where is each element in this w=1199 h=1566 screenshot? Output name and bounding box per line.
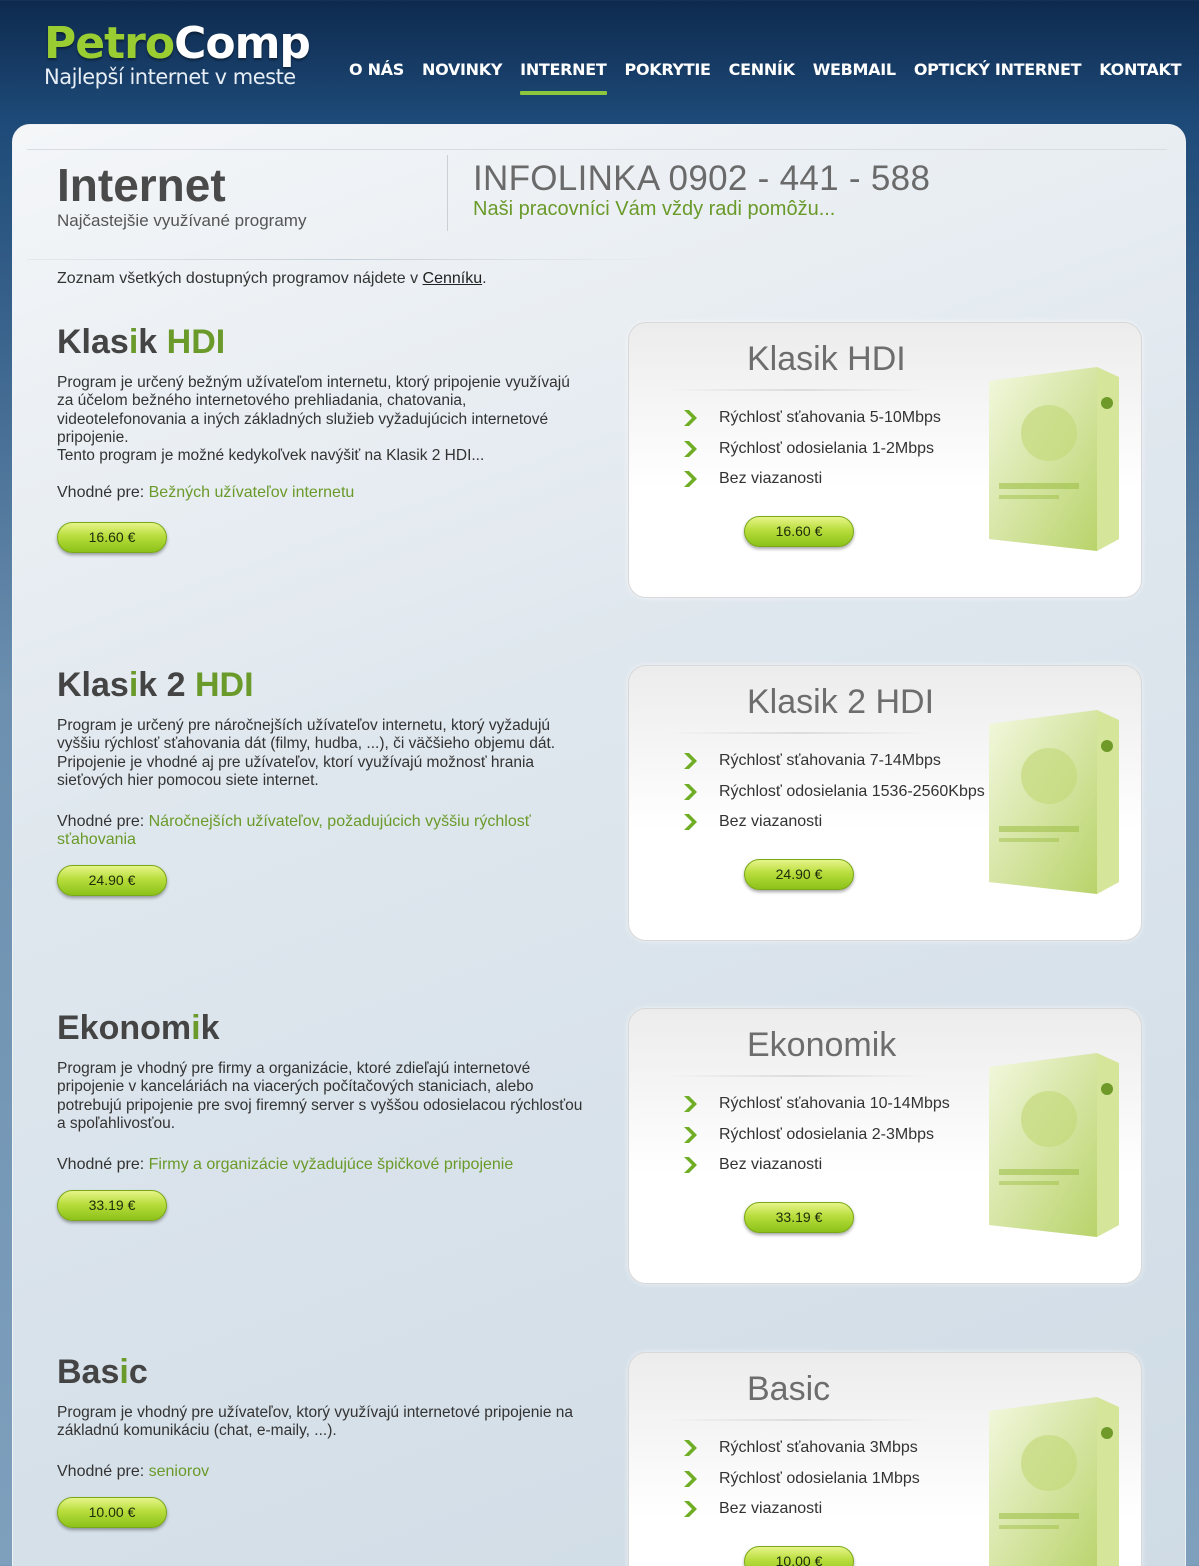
description-paragraph: Tento program je možné kedykoľvek navýšiť na Klasik 2 HDI...	[57, 447, 485, 465]
title-part: Klas	[57, 323, 129, 361]
divider	[27, 259, 667, 260]
program-card	[628, 1352, 1142, 1566]
suitable-label: Vhodné pre:	[57, 813, 149, 830]
program-ekonomik	[13, 1008, 1187, 1308]
program-card	[628, 1008, 1142, 1284]
feature-item	[681, 1120, 950, 1151]
feature-text: Bez viazanosti	[719, 470, 823, 488]
chevron-right-icon	[681, 1498, 699, 1520]
title-part: HDI	[195, 666, 254, 704]
software-box-image	[979, 363, 1129, 553]
program-suitable-for	[57, 813, 577, 850]
infoline-phone: INFOLINKA 0902 - 441 - 588	[473, 159, 931, 198]
chevron-right-icon	[681, 1437, 699, 1459]
program-suitable-for	[57, 1463, 577, 1481]
title-part: k	[138, 323, 167, 361]
title-part: Bas	[57, 1353, 120, 1391]
feature-text: Rýchlosť sťahovania 5-10Mbps	[719, 409, 941, 427]
site-header	[0, 0, 1199, 124]
infoline-note: Naši pracovníci Vám vždy radi pomôžu...	[473, 198, 836, 220]
card-title: Ekonomik	[747, 1026, 897, 1064]
feature-text: Bez viazanosti	[719, 813, 823, 831]
chevron-right-icon	[681, 1154, 699, 1176]
title-part: i	[128, 323, 139, 361]
suitable-label: Vhodné pre:	[57, 1463, 149, 1480]
feature-list	[681, 746, 985, 838]
suitable-value: seniorov	[148, 1463, 210, 1480]
chevron-right-icon	[681, 1124, 699, 1146]
program-klasik-2-hdi	[13, 665, 1187, 965]
logo-wordmark	[44, 20, 310, 68]
feature-text: Rýchlosť sťahovania 10-14Mbps	[719, 1095, 950, 1113]
content-panel	[12, 124, 1186, 1566]
feature-text: Rýchlosť odosielania 1Mbps	[719, 1469, 920, 1487]
logo-tagline: Najlepší internet v meste	[44, 65, 296, 89]
card-price-button[interactable]: 10.00 €	[744, 1546, 854, 1566]
price-button[interactable]: 16.60 €	[57, 522, 167, 553]
divider	[669, 1419, 929, 1421]
feature-item	[681, 1433, 920, 1464]
nav-item-kontakt[interactable]: KONTAKT	[1099, 60, 1182, 79]
suitable-value: Firmy a organizácie vyžadujúce špičkové pripojenie	[148, 1156, 514, 1173]
intro-text	[57, 270, 487, 288]
chevron-right-icon	[681, 1468, 699, 1490]
feature-item	[681, 807, 985, 838]
feature-list	[681, 403, 941, 495]
software-box-image	[979, 1049, 1129, 1239]
nav-item-cennik[interactable]: CENNÍK	[728, 60, 795, 79]
program-description	[57, 1060, 587, 1133]
card-price-button[interactable]: 24.90 €	[744, 859, 854, 890]
nav-item-o-nas[interactable]: O NÁS	[349, 60, 404, 79]
suitable-label: Vhodné pre:	[57, 1156, 149, 1173]
divider	[669, 1075, 929, 1077]
description-paragraph: Program je určený pre náročnejších užívateľov internetu, ktorý vyžadujú vyššiu rýchlosť sťahovania dát (filmy, hudba, ...), či väčšieho objemu dát. Pripojenie je vhodné aj pre užívateľov, ktorí využívajú možnosť hrania sieťových hier pomocou siete internet.	[57, 717, 556, 789]
program-title	[57, 665, 254, 705]
feature-text: Rýchlosť odosielania 1-2Mbps	[719, 439, 934, 457]
feature-item	[681, 1089, 950, 1120]
nav-item-novinky[interactable]: NOVINKY	[421, 60, 503, 79]
chevron-right-icon	[681, 438, 699, 460]
program-klasik-hdi	[13, 322, 1187, 622]
nav-item-pokrytie[interactable]: POKRYTIE	[624, 60, 711, 79]
feature-item	[681, 1494, 920, 1525]
chevron-right-icon	[681, 407, 699, 429]
software-box-image	[979, 1393, 1129, 1566]
feature-item	[681, 464, 941, 495]
title-part: Klas	[57, 666, 129, 704]
title-part: HDI	[166, 323, 226, 361]
divider	[669, 389, 929, 391]
logo[interactable]	[44, 20, 310, 88]
title-part: Ekonom	[57, 1009, 192, 1047]
title-part: c	[128, 1353, 148, 1391]
feature-item	[681, 1150, 950, 1181]
description-paragraph: Program je vhodný pre firmy a organizácie, ktoré zdieľajú internetové pripojenie v kanceláriách na viacerých počítačových staniciach, alebo potrebujú pripojenie pre svoj firemný server s vyššou odosielacou rýchlosťou a spoľahlivosťou.	[57, 1060, 583, 1132]
intro-text-main: Zoznam všetkých dostupných programov nájdete v	[57, 270, 423, 287]
card-price-button[interactable]: 16.60 €	[744, 516, 854, 547]
suitable-value: Náročnejších užívateľov, požadujúcich vyššiu rýchlosť sťahovania	[57, 813, 531, 849]
price-button[interactable]: 10.00 €	[57, 1497, 167, 1528]
page-title: Internet	[57, 159, 226, 211]
program-basic	[13, 1352, 1187, 1566]
chevron-right-icon	[681, 468, 699, 490]
divider	[447, 155, 448, 231]
title-part: i	[119, 1353, 129, 1391]
program-title	[57, 322, 225, 362]
program-suitable-for	[57, 484, 577, 502]
price-button[interactable]: 33.19 €	[57, 1190, 167, 1221]
logo-part-comp: Comp	[174, 18, 310, 69]
feature-item	[681, 777, 985, 808]
feature-text: Rýchlosť odosielania 2-3Mbps	[719, 1125, 934, 1143]
program-card	[628, 322, 1142, 598]
program-title	[57, 1352, 148, 1392]
program-title	[57, 1008, 220, 1048]
program-suitable-for	[57, 1156, 577, 1174]
card-title: Klasik 2 HDI	[747, 683, 935, 721]
chevron-right-icon	[681, 1093, 699, 1115]
software-box-image	[979, 706, 1129, 896]
feature-text: Rýchlosť odosielania 1536-2560Kbps	[719, 782, 985, 800]
price-button[interactable]: 24.90 €	[57, 865, 167, 896]
intro-text-end: .	[482, 270, 487, 287]
feature-list	[681, 1433, 920, 1525]
chevron-right-icon	[681, 781, 699, 803]
suitable-value: Bežných užívateľov internetu	[148, 484, 355, 501]
description-paragraph: Program je vhodný pre užívateľov, ktorý využívajú internetové pripojenie na základnú komunikáciu (chat, e-maily, ...).	[57, 1404, 574, 1440]
nav-item-opticky-internet[interactable]: OPTICKÝ INTERNET	[913, 60, 1082, 79]
feature-item	[681, 746, 985, 777]
suitable-label: Vhodné pre:	[57, 484, 149, 501]
nav-item-internet[interactable]: INTERNET	[511, 58, 615, 90]
program-description	[57, 717, 587, 790]
program-description	[57, 374, 587, 465]
nav-item-webmail[interactable]: WEBMAIL	[812, 60, 896, 79]
logo-part-petro: Petro	[44, 18, 175, 69]
card-price-button[interactable]: 33.19 €	[744, 1202, 854, 1233]
feature-text: Bez viazanosti	[719, 1500, 823, 1518]
feature-text: Rýchlosť sťahovania 7-14Mbps	[719, 752, 941, 770]
feature-list	[681, 1089, 950, 1181]
title-part: i	[191, 1009, 201, 1047]
program-card	[628, 665, 1142, 941]
card-title: Basic	[747, 1370, 831, 1408]
feature-item	[681, 434, 941, 465]
page-subtitle: Najčastejšie využívané programy	[57, 211, 307, 230]
feature-item	[681, 1464, 920, 1495]
description-paragraph: Program je určený bežným užívateľom internetu, ktorý pripojenie využívajú za účelom bežného internetového prehliadania, chatovania, videotelefonovania a iných základných služieb vyžadujúcich internetové pripojenie.	[57, 374, 570, 446]
main-nav	[340, 58, 1190, 90]
card-title: Klasik HDI	[747, 340, 906, 378]
title-part: k 2	[138, 666, 195, 704]
chevron-right-icon	[681, 750, 699, 772]
feature-text: Bez viazanosti	[719, 1156, 823, 1174]
chevron-right-icon	[681, 811, 699, 833]
title-part: i	[128, 666, 139, 704]
title-part: k	[200, 1009, 220, 1047]
feature-text: Rýchlosť sťahovania 3Mbps	[719, 1439, 918, 1457]
cennik-link[interactable]: Cenníku	[422, 270, 483, 287]
feature-item	[681, 403, 941, 434]
program-description	[57, 1404, 587, 1441]
divider	[669, 732, 929, 734]
divider	[27, 149, 1167, 150]
